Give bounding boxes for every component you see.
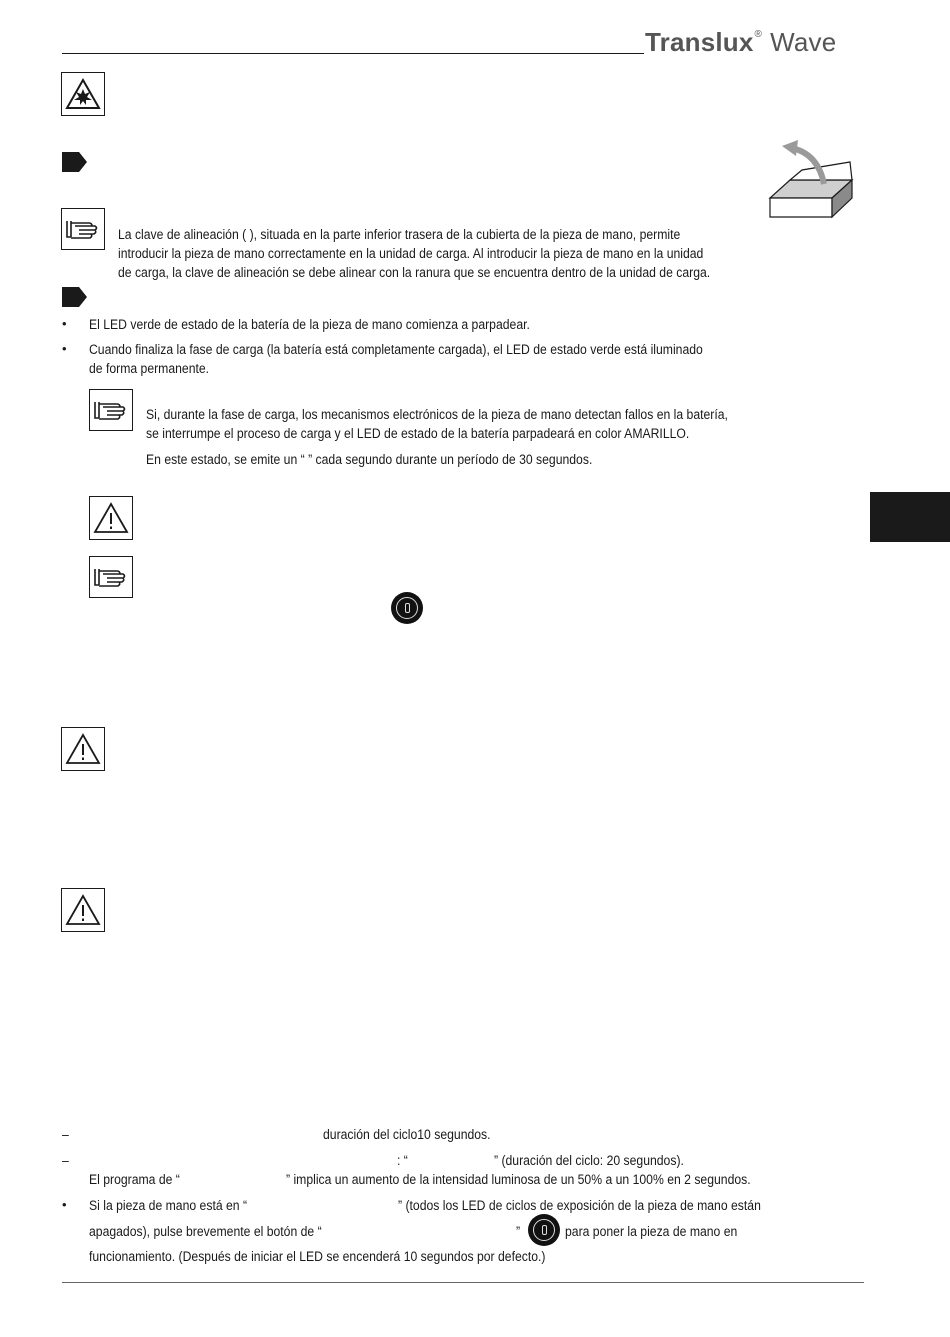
charging-bullet-2-cont: de forma permanente. — [89, 361, 210, 377]
brand-name: Translux — [645, 27, 754, 57]
power-button-icon — [391, 592, 423, 624]
header-rule — [62, 53, 644, 54]
bullet: • — [62, 1197, 67, 1212]
charging-bullet-2: Cuando finaliza la fase de carga (la batería está completamente cargada), el LED de estado verde está iluminado — [89, 342, 703, 358]
standby-line-2a: apagados), pulse brevemente el botón de “ — [89, 1224, 322, 1240]
charging-bullet-1: El LED verde de estado de la batería de la pieza de mano comienza a parpadear. — [89, 317, 530, 333]
bullet: • — [62, 341, 67, 356]
pointing-hand-icon — [89, 389, 133, 431]
brand-logo — [645, 27, 836, 58]
pointing-hand-icon — [61, 208, 105, 250]
lid-open-illustration-icon — [762, 140, 858, 226]
brand-suffix: Wave — [770, 27, 837, 57]
warning-triangle-icon — [61, 888, 105, 932]
fault-note-line-2: se interrumpe el proceso de carga y el LED de estado de la batería parpadeará en color AMARILLO. — [146, 426, 690, 442]
power-button-icon — [528, 1214, 560, 1246]
standby-line-1b: ” (todos los LED de ciclos de exposición de la pieza de mano están — [398, 1198, 761, 1214]
warning-triangle-icon — [89, 496, 133, 540]
program-line-3a: El programa de “ — [89, 1172, 180, 1188]
warning-triangle-icon — [61, 727, 105, 771]
standby-line-3: funcionamiento. (Después de iniciar el LED se encenderá 10 segundos por defecto.) — [89, 1249, 546, 1265]
fault-note-line-1: Si, durante la fase de carga, los mecanismos electrónicos de la pieza de mano detectan fallos en la batería, — [146, 407, 728, 423]
brand-reg-mark: ® — [754, 29, 763, 40]
program-line-3b: ” implica un aumento de la intensidad luminosa de un 50% a un 100% en 2 segundos. — [286, 1172, 751, 1188]
program-line-1: duración del ciclo10 segundos. — [323, 1127, 491, 1143]
explosion-hazard-icon — [61, 72, 105, 116]
alignment-note-line-1: La clave de alineación ( ), situada en la parte inferior trasera de la cubierta de la pieza de mano, permite — [118, 227, 681, 243]
section-tab — [870, 492, 950, 542]
alignment-note-line-3: de carga, la clave de alineación se debe alinear con la ranura que se encuentra dentro de la unidad de carga. — [118, 265, 711, 281]
step-arrow-icon — [62, 152, 88, 176]
footer-rule — [62, 1282, 864, 1283]
fault-note-line-3: En este estado, se emite un “ ” cada segundo durante un período de 30 segundos. — [146, 452, 593, 468]
program-dash-1: – — [62, 1127, 69, 1143]
pointing-hand-icon — [89, 556, 133, 598]
program-line-2a: : “ — [397, 1153, 408, 1169]
alignment-note-line-2: introducir la pieza de mano correctamente en la unidad de carga. Al introducir la pieza de mano en la unidad — [118, 246, 704, 262]
standby-line-2c: para poner la pieza de mano en — [565, 1224, 738, 1240]
program-dash-2: – — [62, 1153, 69, 1169]
step-arrow-icon — [62, 287, 88, 311]
standby-line-2b: ” — [516, 1224, 521, 1240]
program-line-2b: ” (duración del ciclo: 20 segundos). — [494, 1153, 684, 1169]
bullet: • — [62, 316, 67, 331]
standby-line-1a: Si la pieza de mano está en “ — [89, 1198, 248, 1214]
